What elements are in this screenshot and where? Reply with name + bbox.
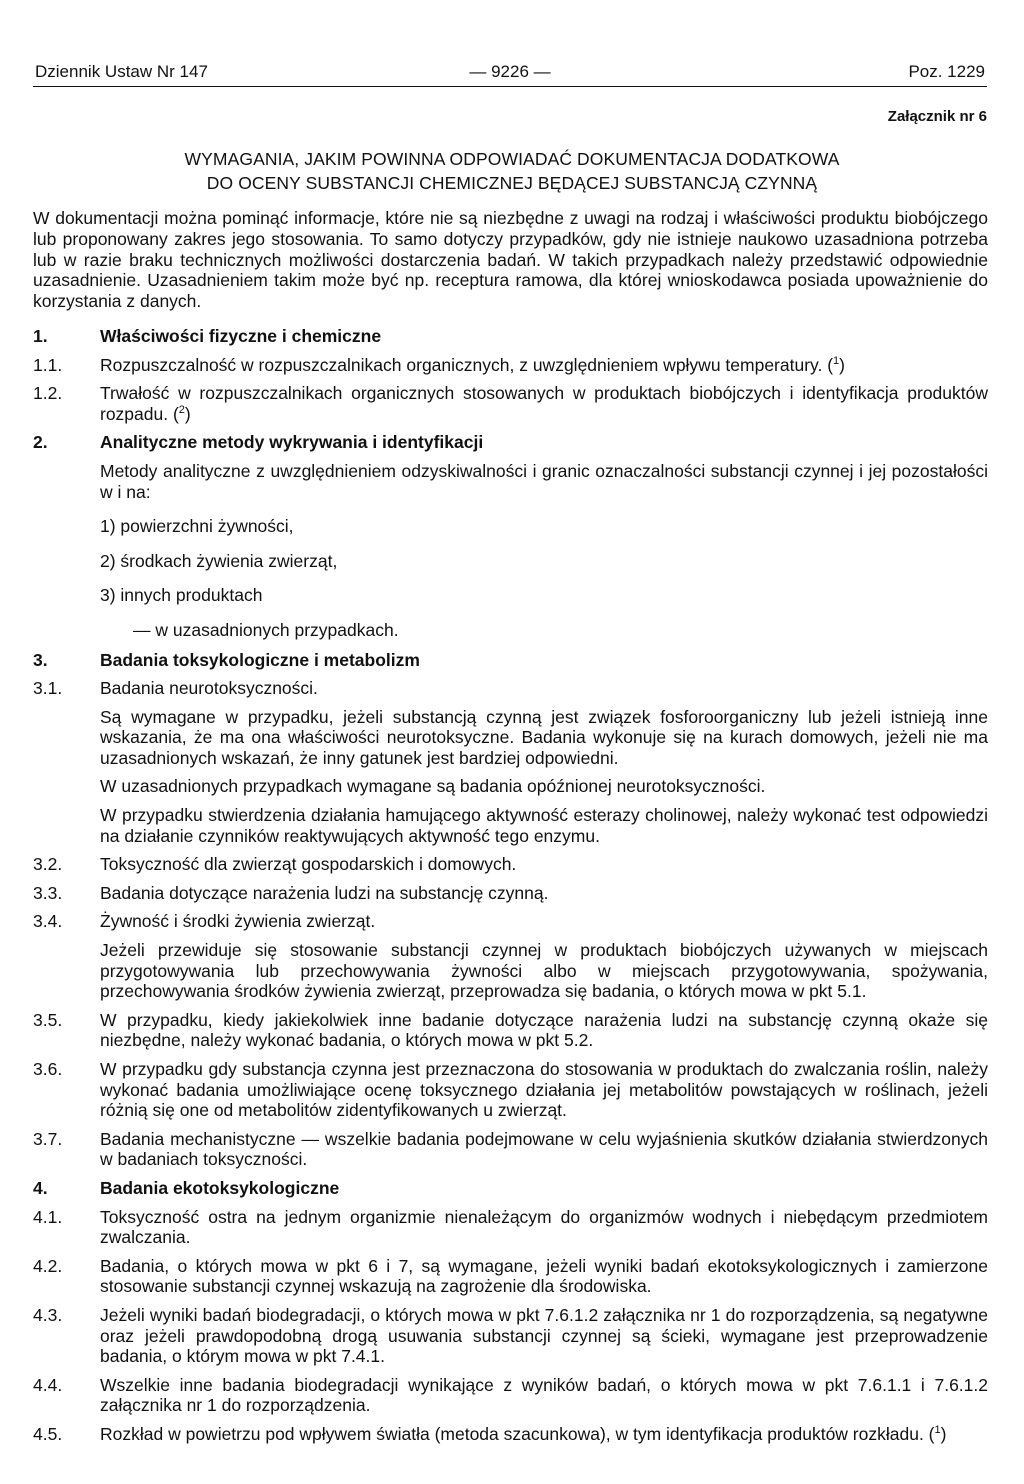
item-text: Badania, o których mowa w pkt 6 i 7, są wymagane, jeżeli wyniki badań ekotoksykologicznych i zamierzone stosowanie substancji czynnej wskazują na zagrożenie dla środowiska. <box>100 1255 988 1297</box>
journal-name: Dziennik Ustaw Nr 147 <box>35 62 208 81</box>
section-title: Właściwości fizyczne i chemiczne <box>100 325 382 346</box>
item-body: Rozpuszczalność w rozpuszczalnikach organicznych, z uwzględnieniem wpływu temperatury. ( <box>100 354 834 375</box>
item-text: Toksyczność ostra na jednym organizmie nienależącym do organizmów wodnych i niebędącym przedmiotem zwalczania. <box>100 1206 988 1248</box>
item-number: 3.2. <box>33 854 63 875</box>
intro-paragraph: W dokumentacji można pominąć informacje, które nie są niezbędne z uwagi na rodzaj i właściwości produktu biobójczego lub proponowany zakres jego stosowania. To samo dotyczy przypadków, gdy nie istnieje naukowo uzasadniona potrzeba lub w razie braku technicznych możliwości dostarczenia badań. W takich przypadkach należy przedstawić odpowiednie uzasadnienie. Uzasadnieniem takim może być np. receptura ramowa, dla której wnioskodawca posiada upoważnienie do korzystania z danych. <box>33 208 988 312</box>
section-heading <box>33 326 988 347</box>
sub-item: 2) środkach żywienia zwierząt, <box>100 550 338 571</box>
list-item <box>33 1207 988 1248</box>
list-item <box>33 1256 988 1297</box>
item-number: 4.3. <box>33 1304 63 1325</box>
list-item <box>33 1059 988 1121</box>
section-title: Badania toksykologiczne i metabolizm <box>100 649 420 670</box>
list-item <box>33 1010 988 1051</box>
paragraph: W uzasadnionych przypadkach wymagane są badania opóźnionej neurotoksyczności. <box>100 776 766 797</box>
document-body <box>33 208 988 1453</box>
section-title: Badania ekotoksykologiczne <box>100 1177 340 1198</box>
list-item <box>33 1129 988 1170</box>
item-number: 3.5. <box>33 1009 63 1030</box>
paragraph: Jeżeli przewiduje się stosowanie substancji czynnej w produktach biobójczych używanych w miejscach przygotowywania lub przechowywania żywności albo w miejscach przygotowywania, spożywania, przechowywania środków żywienia zwierząt, przeprowadza się badania, o których mowa w pkt 5.1. <box>100 940 988 1002</box>
title-line-2: DO OCENY SUBSTANCJI CHEMICZNEJ BĘDĄCEJ SUBSTANCJĄ CZYNNĄ <box>206 173 818 193</box>
item-body: Rozkład w powietrzu pod wpływem światła (metoda szacunkowa), w tym identyfikacja produktów rozkładu. ( <box>100 1423 935 1444</box>
item-number: 4.2. <box>33 1255 63 1276</box>
list-item <box>33 854 988 875</box>
page-number: — 9226 — <box>469 62 551 81</box>
item-number: 1.1. <box>33 354 63 375</box>
section-number: 2. <box>33 432 48 453</box>
item-body: Trwałość w rozpuszczalnikach organicznych stosowanych w produktach biobójczych i identyfikacja produktów rozpadu. ( <box>100 383 988 424</box>
title-line-1: WYMAGANIA, JAKIM POWINNA ODPOWIADAĆ DOKUMENTACJA DODATKOWA <box>184 149 840 169</box>
footnote-ref: 1 <box>934 1424 941 1437</box>
section-number: 1. <box>33 325 48 346</box>
attachment-label: Załącznik nr 6 <box>887 108 987 125</box>
paragraph: Są wymagane w przypadku, jeżeli substancją czynną jest związek fosforoorganiczny lub jeżeli istnieją inne wskazania, że ma ona właściwości neurotoksyczne. Badania wykonuje się na kurach domowych, jeżeli nie ma uzasadnionych wskazań, że inny gatunek jest bardziej odpowiedni. <box>100 706 988 768</box>
list-item <box>33 383 988 424</box>
section-title: Analityczne metody wykrywania i identyfikacji <box>100 432 484 453</box>
list-item <box>33 1375 988 1416</box>
item-text: Badania dotyczące narażenia ludzi na substancję czynną. <box>100 882 549 903</box>
item-number: 3.7. <box>33 1128 63 1149</box>
item-number: 4.5. <box>33 1423 63 1444</box>
item-number: 3.1. <box>33 678 63 699</box>
page-header <box>33 62 987 87</box>
paragraph: Metody analityczne z uwzględnieniem odzyskiwalności i granic oznaczalności substancji czynnej i jej pozostałości w i na: <box>100 460 988 502</box>
list-item <box>33 1305 988 1367</box>
footnote-ref: 2 <box>178 403 185 416</box>
list-item <box>33 911 988 932</box>
item-number: 4.1. <box>33 1206 63 1227</box>
item-text: W przypadku, kiedy jakiekolwiek inne badanie dotyczące narażenia ludzi na substancję czynną okaże się niezbędne, należy wykonać badania, o których mowa w pkt 5.2. <box>100 1009 988 1051</box>
section-heading <box>33 432 988 453</box>
item-text: Toksyczność dla zwierząt gospodarskich i domowych. <box>100 854 517 875</box>
item-text: Żywność i środki żywienia zwierząt. <box>100 911 376 932</box>
list-item <box>33 678 988 699</box>
item-text: Trwałość w rozpuszczalnikach organicznych stosowanych w produktach biobójczych i identyfikacja produktów rozpadu. ($^2$) <box>100 383 988 424</box>
item-text: W przypadku gdy substancja czynna jest przeznaczona do stosowania w produktach do zwalczania roślin, należy wykonać badania umożliwiające ocenę toksycznego działania jej metabolitów powstających w roślinach, jeżeli różnią się one od metabolitów zidentyfikowanych u zwierząt. <box>100 1059 988 1121</box>
section-number: 4. <box>33 1177 48 1198</box>
section-heading <box>33 650 988 671</box>
position-number: Poz. 1229 <box>908 62 985 81</box>
item-number: 1.2. <box>33 383 63 404</box>
section-heading <box>33 1178 988 1199</box>
item-text: Badania neurotoksyczności. <box>100 678 318 699</box>
item-number: 4.4. <box>33 1374 63 1395</box>
item-text: Rozkład w powietrzu pod wpływem światła (metoda szacunkowa), w tym identyfikacja produktów rozkładu. ($^1$) <box>100 1423 947 1444</box>
item-number: 3.4. <box>33 911 63 932</box>
paragraph: W przypadku stwierdzenia działania hamującego aktywność esterazy cholinowej, należy wykonać test odpowiedzi na działanie czynników reaktywujących aktywność tego enzymu. <box>100 805 988 846</box>
footnote-ref: 1 <box>833 354 840 367</box>
item-text: Rozpuszczalność w rozpuszczalnikach organicznych, z uwzględnieniem wpływu temperatury. ($^1$) <box>100 354 845 375</box>
sub-item: 1) powierzchni żywności, <box>100 516 294 537</box>
item-text: Badania mechanistyczne — wszelkie badania podejmowane w celu wyjaśnienia skutków działania stwierdzonych w badaniach toksyczności. <box>100 1128 988 1170</box>
document-title <box>60 147 964 195</box>
item-number: 3.3. <box>33 882 63 903</box>
list-item <box>33 883 988 904</box>
list-item <box>33 355 988 376</box>
item-text: Jeżeli wyniki badań biodegradacji, o których mowa w pkt 7.6.1.2 załącznika nr 1 do rozporządzenia, są negatywne oraz jeżeli prawdopodobną drogą usuwania substancji czynnej są ścieki, wymagane jest przeprowadzenie badania, o którym mowa w pkt 7.4.1. <box>100 1304 988 1367</box>
list-item <box>33 1424 988 1445</box>
sub-item: 3) innych produktach <box>100 585 263 606</box>
section-number: 3. <box>33 649 48 670</box>
item-text: Wszelkie inne badania biodegradacji wynikające z wyników badań, o których mowa w pkt 7.6.1.1 i 7.6.1.2 załącznika nr 1 do rozporządzenia. <box>100 1374 988 1416</box>
item-number: 3.6. <box>33 1059 63 1080</box>
dash-item: — w uzasadnionych przypadkach. <box>133 619 399 640</box>
